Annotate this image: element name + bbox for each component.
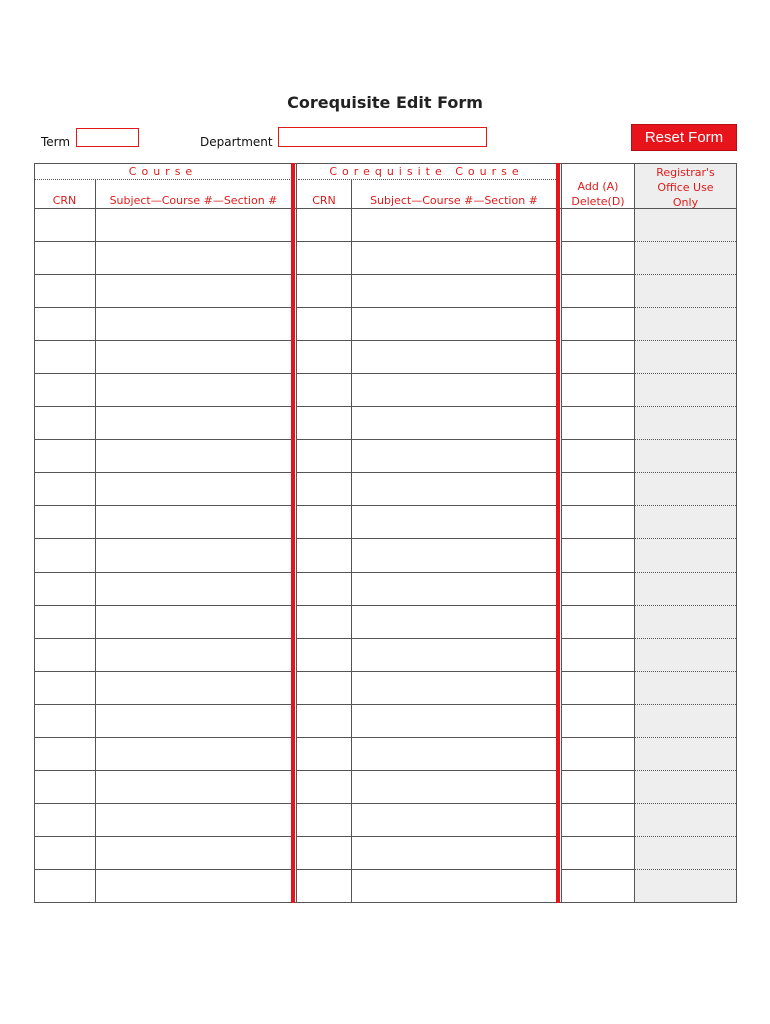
- subject-cell[interactable]: [97, 506, 290, 537]
- subject-cell[interactable]: [97, 242, 290, 273]
- subject-cell[interactable]: [97, 341, 290, 372]
- coreq-subject-cell[interactable]: [353, 672, 555, 703]
- coreq-subject-cell[interactable]: [353, 837, 555, 868]
- coreq-subject-cell[interactable]: [353, 606, 555, 637]
- add-delete-cell[interactable]: [563, 374, 633, 405]
- crn-cell[interactable]: [36, 771, 94, 802]
- add-delete-cell[interactable]: [563, 506, 633, 537]
- registrar-row-divider: [635, 439, 736, 440]
- crn-cell[interactable]: [36, 705, 94, 736]
- subject-cell[interactable]: [97, 573, 290, 604]
- registrar-row-divider: [635, 770, 736, 771]
- subject-cell[interactable]: [97, 539, 290, 570]
- coreq-crn-cell[interactable]: [298, 539, 350, 570]
- registrar-row-divider: [635, 737, 736, 738]
- add-delete-header-line1: Add (A): [577, 180, 619, 193]
- coreq-subject-cell[interactable]: [353, 705, 555, 736]
- coreq-crn-cell[interactable]: [298, 440, 350, 471]
- subject-cell[interactable]: [97, 804, 290, 835]
- add-delete-cell[interactable]: [563, 606, 633, 637]
- coreq-subject-cell[interactable]: [353, 407, 555, 438]
- red-separator-corequisite: [556, 163, 560, 903]
- registrar-header-line2: Office Use: [657, 181, 714, 194]
- subject-cell[interactable]: [97, 275, 290, 306]
- crn-cell[interactable]: [36, 506, 94, 537]
- registrar-row-divider: [635, 671, 736, 672]
- corequisite-table: [34, 163, 737, 903]
- add-delete-cell[interactable]: [563, 738, 633, 769]
- subject-cell[interactable]: [97, 407, 290, 438]
- coreq-subject-cell[interactable]: [353, 209, 555, 240]
- add-delete-cell[interactable]: [563, 473, 633, 504]
- registrar-row-divider: [635, 836, 736, 837]
- coreq-subject-cell[interactable]: [353, 341, 555, 372]
- crn-cell[interactable]: [36, 407, 94, 438]
- table-border-right: [736, 163, 737, 903]
- coreq-subject-cell[interactable]: [353, 870, 555, 901]
- col-line-crn: [95, 179, 96, 903]
- crn-cell[interactable]: [36, 672, 94, 703]
- subject-cell[interactable]: [97, 209, 290, 240]
- add-delete-cell[interactable]: [563, 639, 633, 670]
- coreq-crn-cell[interactable]: [298, 606, 350, 637]
- registrar-header-line1: Registrar's: [656, 166, 715, 179]
- coreq-subject-cell[interactable]: [353, 804, 555, 835]
- coreq-crn-cell[interactable]: [298, 639, 350, 670]
- registrar-row-divider: [635, 307, 736, 308]
- crn-header: CRN: [52, 194, 77, 207]
- add-delete-cell[interactable]: [563, 308, 633, 339]
- registrar-row-divider: [635, 704, 736, 705]
- subject-header: Subject—Course #—Section #: [109, 194, 278, 207]
- registrar-row-divider: [635, 373, 736, 374]
- coreq-crn-cell[interactable]: [298, 705, 350, 736]
- add-delete-header-line2: Delete(D): [571, 195, 625, 208]
- coreq-subject-header: Subject—Course #—Section #: [370, 194, 538, 207]
- coreq-subject-cell[interactable]: [353, 242, 555, 273]
- add-delete-cell[interactable]: [563, 672, 633, 703]
- coreq-crn-cell[interactable]: [298, 209, 350, 240]
- crn-cell[interactable]: [36, 738, 94, 769]
- subject-cell[interactable]: [97, 606, 290, 637]
- registrar-row-divider: [635, 572, 736, 573]
- crn-cell[interactable]: [36, 539, 94, 570]
- coreq-subject-cell[interactable]: [353, 771, 555, 802]
- table-border-bottom: [34, 902, 737, 903]
- crn-cell[interactable]: [36, 606, 94, 637]
- registrar-row-divider: [635, 605, 736, 606]
- department-label: Department: [200, 135, 273, 149]
- subject-cell[interactable]: [97, 771, 290, 802]
- registrar-row-divider: [635, 638, 736, 639]
- coreq-crn-cell[interactable]: [298, 804, 350, 835]
- registrar-row-divider: [635, 869, 736, 870]
- crn-cell[interactable]: [36, 209, 94, 240]
- coreq-crn-header: CRN: [312, 194, 336, 207]
- coreq-subject-cell[interactable]: [353, 374, 555, 405]
- coreq-subject-cell[interactable]: [353, 506, 555, 537]
- coreq-crn-cell[interactable]: [298, 506, 350, 537]
- add-delete-cell[interactable]: [563, 837, 633, 868]
- crn-cell[interactable]: [36, 275, 94, 306]
- coreq-subject-cell[interactable]: [353, 275, 555, 306]
- coreq-subject-cell[interactable]: [353, 639, 555, 670]
- add-delete-cell[interactable]: [563, 341, 633, 372]
- subject-cell[interactable]: [97, 837, 290, 868]
- form-title: Corequisite Edit Form: [287, 93, 483, 112]
- coreq-crn-cell[interactable]: [298, 374, 350, 405]
- subject-cell[interactable]: [97, 374, 290, 405]
- coreq-subject-cell[interactable]: [353, 539, 555, 570]
- table-border-top: [34, 163, 737, 164]
- subject-cell[interactable]: [97, 705, 290, 736]
- corequisite-group-divider: [298, 179, 556, 180]
- add-delete-cell[interactable]: [563, 440, 633, 471]
- coreq-crn-cell[interactable]: [298, 870, 350, 901]
- registrar-row-divider: [635, 472, 736, 473]
- registrar-header-line3: Only: [672, 196, 699, 209]
- department-input[interactable]: [278, 127, 487, 147]
- crn-cell[interactable]: [36, 639, 94, 670]
- registrar-row-divider: [635, 274, 736, 275]
- col-line-coreq-crn: [351, 179, 352, 903]
- add-delete-cell[interactable]: [563, 209, 633, 240]
- crn-cell[interactable]: [36, 473, 94, 504]
- subject-cell[interactable]: [97, 440, 290, 471]
- crn-cell[interactable]: [36, 573, 94, 604]
- subject-cell[interactable]: [97, 639, 290, 670]
- registrar-row-divider: [635, 538, 736, 539]
- crn-cell[interactable]: [36, 374, 94, 405]
- add-delete-cell[interactable]: [563, 804, 633, 835]
- crn-cell[interactable]: [36, 440, 94, 471]
- registrar-row-divider: [635, 241, 736, 242]
- coreq-subject-cell[interactable]: [353, 308, 555, 339]
- registrar-row-divider: [635, 406, 736, 407]
- subject-cell[interactable]: [97, 672, 290, 703]
- coreq-crn-cell[interactable]: [298, 672, 350, 703]
- coreq-crn-cell[interactable]: [298, 573, 350, 604]
- coreq-crn-cell[interactable]: [298, 837, 350, 868]
- coreq-crn-cell[interactable]: [298, 771, 350, 802]
- add-delete-header: [562, 179, 634, 209]
- add-delete-cell[interactable]: [563, 870, 633, 901]
- registrar-row-divider: [635, 505, 736, 506]
- add-delete-cell[interactable]: [563, 242, 633, 273]
- coreq-crn-cell[interactable]: [298, 242, 350, 273]
- coreq-subject-cell[interactable]: [353, 738, 555, 769]
- coreq-subject-cell[interactable]: [353, 573, 555, 604]
- add-delete-cell[interactable]: [563, 573, 633, 604]
- coreq-crn-cell[interactable]: [298, 275, 350, 306]
- corequisite-group-header: Corequisite Course: [329, 165, 524, 178]
- add-delete-cell[interactable]: [563, 771, 633, 802]
- add-delete-cell[interactable]: [563, 275, 633, 306]
- course-group-header: Course: [128, 165, 198, 178]
- coreq-subject-cell[interactable]: [353, 440, 555, 471]
- coreq-crn-cell[interactable]: [298, 473, 350, 504]
- subject-cell[interactable]: [97, 738, 290, 769]
- add-delete-cell[interactable]: [563, 705, 633, 736]
- crn-cell[interactable]: [36, 341, 94, 372]
- course-group-divider: [35, 179, 292, 180]
- crn-cell[interactable]: [36, 242, 94, 273]
- coreq-crn-cell[interactable]: [298, 308, 350, 339]
- coreq-crn-cell[interactable]: [298, 738, 350, 769]
- crn-cell[interactable]: [36, 308, 94, 339]
- crn-cell[interactable]: [36, 804, 94, 835]
- coreq-crn-cell[interactable]: [298, 407, 350, 438]
- red-separator-course: [291, 163, 295, 903]
- term-label: Term: [41, 135, 71, 149]
- coreq-crn-cell[interactable]: [298, 341, 350, 372]
- registrar-header: [635, 165, 736, 210]
- subject-cell[interactable]: [97, 308, 290, 339]
- add-delete-cell[interactable]: [563, 539, 633, 570]
- subject-cell[interactable]: [97, 870, 290, 901]
- crn-cell[interactable]: [36, 837, 94, 868]
- registrar-row-divider: [635, 340, 736, 341]
- term-input[interactable]: [76, 128, 139, 147]
- registrar-row-divider: [635, 803, 736, 804]
- subject-cell[interactable]: [97, 473, 290, 504]
- add-delete-cell[interactable]: [563, 407, 633, 438]
- coreq-subject-cell[interactable]: [353, 473, 555, 504]
- crn-cell[interactable]: [36, 870, 94, 901]
- reset-form-button[interactable]: Reset Form: [631, 124, 737, 151]
